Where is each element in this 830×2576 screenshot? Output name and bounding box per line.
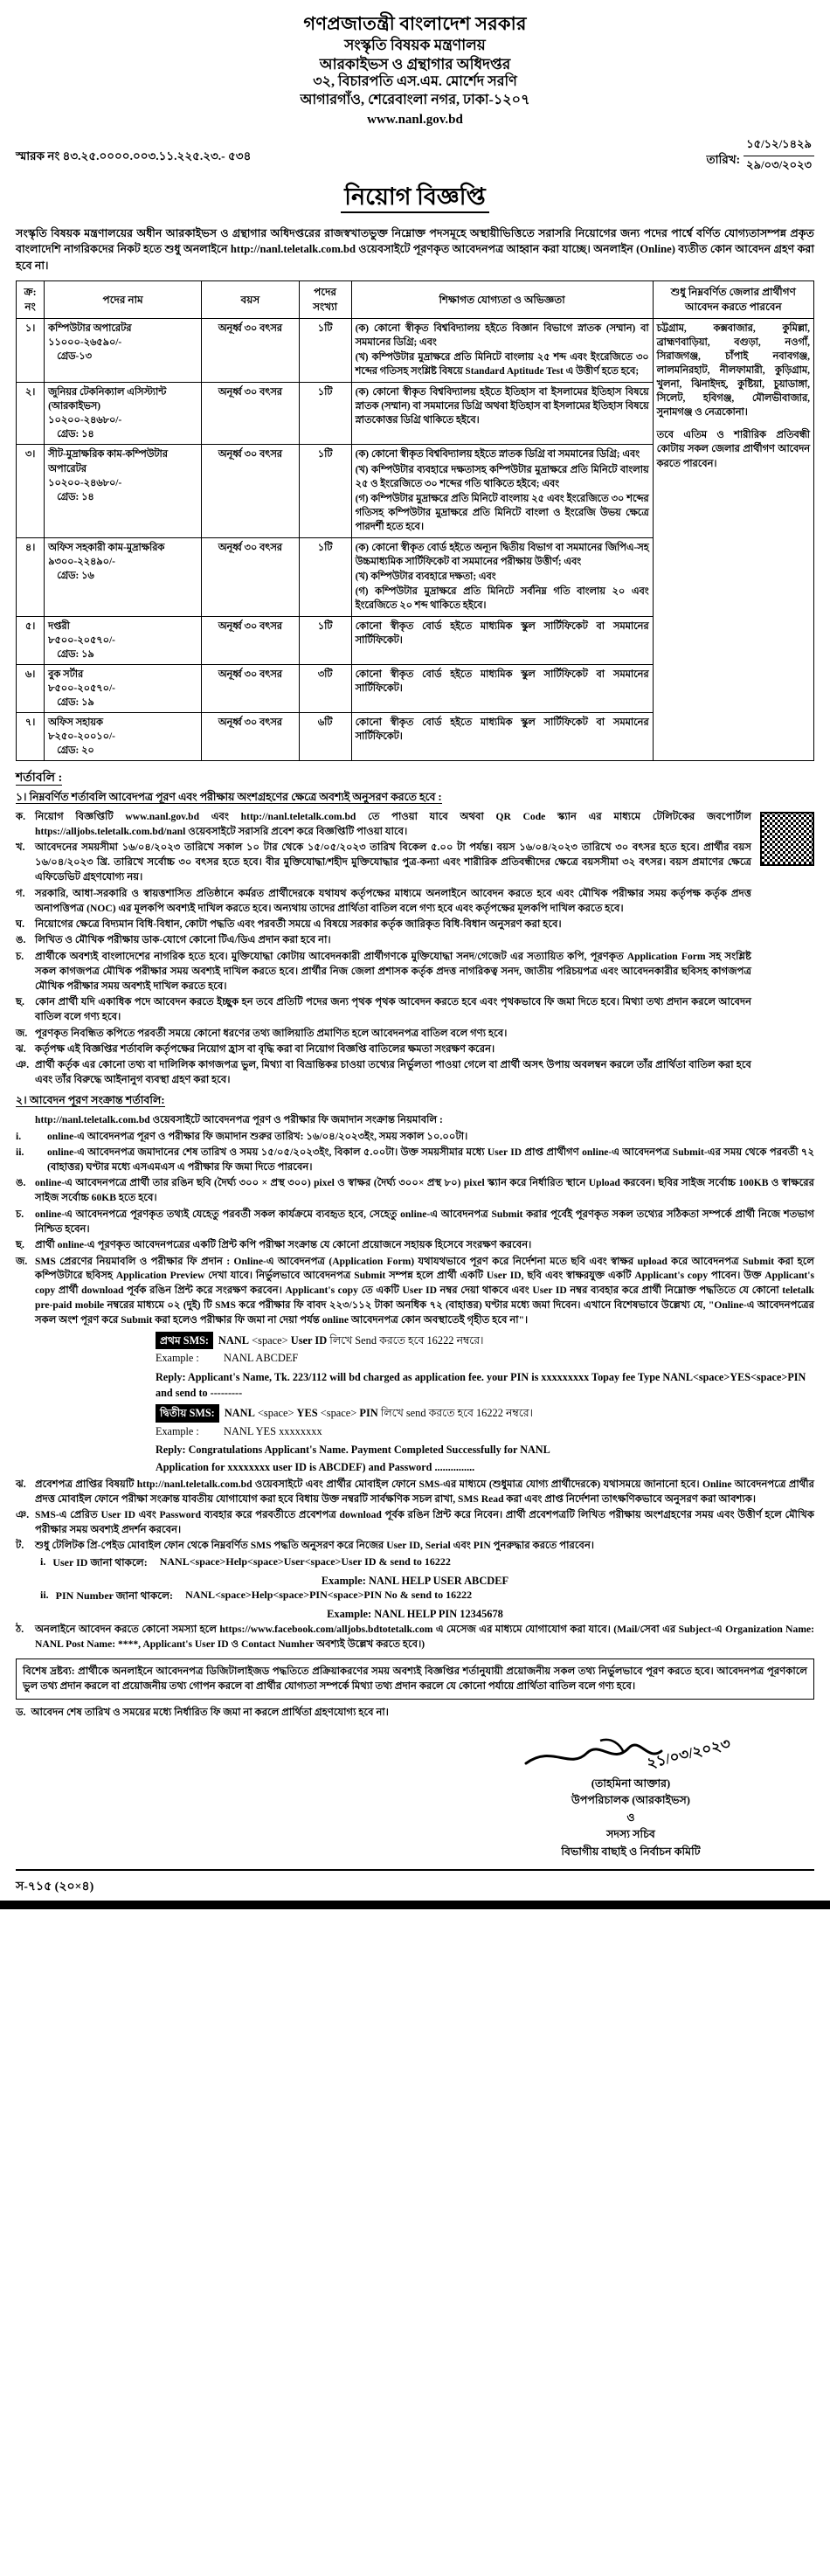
sms2-space-2: <space> xyxy=(320,1407,357,1420)
pay-scale: ৮৫০০-২০৫৭০/- xyxy=(48,682,115,694)
education-line: কোনো স্বীকৃত বোর্ড হইতে মাধ্যমিক স্কুল সার্টিফিকেট বা সমমানের সার্টিফিকেট। xyxy=(355,620,649,646)
cell-count: ১টি xyxy=(299,616,351,664)
education-line: (খ) কম্পিউটার ব্যবহারে দক্ষতাসহ কম্পিউটার মুদ্রাক্ষরে প্রতি মিনিটে বাংলায় ২৫ ও ইংরেজিতে ৩০ শব্দের গতি থাকিতে হইবে; এবং xyxy=(355,464,649,489)
section2-detail-item xyxy=(16,1255,814,1329)
signatory-designation-1: উপপরিচালক (আরকাইভস) xyxy=(571,1794,690,1807)
pay-scale: ১০২০০-২৪৬৮০/- xyxy=(48,477,122,488)
svg-text:২১/০৩/২০২৩: ২১/০৩/২০২৩ xyxy=(645,1735,732,1772)
sms2-example-line xyxy=(156,1423,814,1440)
condition-item xyxy=(16,810,814,840)
cell-count: ৬টি xyxy=(299,713,351,761)
conditions-section1-title xyxy=(16,790,814,807)
signatory-designation-2: সদস্য সচিব xyxy=(606,1828,655,1841)
sms-instruction-block-2 xyxy=(156,1404,814,1439)
recovery-command: NANL<space>Help<space>PIN<space>PIN No & send to 16222 xyxy=(180,1589,473,1602)
condition-item-marker: ঘ. xyxy=(16,918,25,931)
tail-item-marker: ট. xyxy=(16,1540,24,1552)
cell-post xyxy=(45,713,202,761)
tail-item xyxy=(16,1539,814,1554)
post-note-row xyxy=(16,1705,814,1721)
sms1-space-1: <space> xyxy=(252,1334,288,1347)
condition-item-marker: জ. xyxy=(16,1027,28,1039)
sms2-reply-line-2: Application for xxxxxxxx user ID is ABCDEF) and Password ............... xyxy=(156,1460,475,1473)
recovery-entry xyxy=(16,1555,814,1589)
condition-item xyxy=(16,995,814,1025)
section2-detail-item-text: online-এ আবেদনপত্রে প্রার্থী তার রঙিন ছবি (দৈর্ঘ্য ৩০০ × প্রস্থ ৩০০) pixel ও স্বাক্ষর (দৈর্ঘ্য ৩০০× প্রস্থ ৮০) pixel স্ক্যান করে নির্ধারিত স্থানে Upload করবেন। ছবির সাইজ সর্বোচ্চ 100KB ও স্বাক্ষরের সাইজ সর্বোচ্চ 60KB হতে হবে। xyxy=(35,1177,814,1204)
recovery-label: PIN Number জানা থাকলে: xyxy=(55,1589,174,1603)
section2-item-marker: i. xyxy=(16,1130,22,1142)
handwritten-signature xyxy=(447,1735,814,1776)
post-name: জুনিয়র টেকনিক্যাল এসিস্ট্যান্ট (আরকাইভস) xyxy=(48,387,167,412)
tail-item-text: প্রবেশপত্র প্রাপ্তির বিষয়টি http://nanl.teletalk.com.bd ওয়েবসাইটে এবং প্রার্থীর মোবাইল ফোনে SMS-এর মাধ্যমে (শুধুমাত্র যোগ্য প্রার্থীদেরকে) যথাসময়ে জানানো হবে। Online আবেদনপত্রে প্রার্থীর প্রদত্ত মোবাইল ফোনে পরীক্ষা সংক্রান্ত যাবতীয় যোগাযোগ করা হবে বিধায় উক্ত নম্বরটি সার্বক্ষণিক সচল রাখা, SMS Read করা এবং প্রাপ্ত নির্দেশনা তাৎক্ষণিকভাবে অনুসরণ করা আবশ্যক। xyxy=(35,1478,814,1505)
cell-serial: ৬। xyxy=(17,664,45,712)
cell-education xyxy=(351,664,653,712)
website-url: www.nanl.gov.bd xyxy=(367,113,463,128)
condition-item xyxy=(16,1027,814,1042)
footer-black-bar xyxy=(0,1901,830,1909)
section2-detail-item-text: প্রার্থী online-এ পূরণকৃত আবেদনপত্রের একটি প্রিন্ট কপি পরীক্ষা সংক্রান্ত যে কোনো প্রয়োজনে সহায়ক হিসেবে সংরক্ষণ করবেন। xyxy=(35,1239,532,1251)
pay-scale: ১১০০০-২৬৫৯০/- xyxy=(48,337,122,349)
post-name: অফিস সহায়ক xyxy=(48,717,103,729)
condition-item-text: প্রার্থী কর্তৃক এর কোনো তথ্য বা দালিলিক কাগজপত্র ভুল, মিথ্যা বা বিভ্রান্তিকর চাওয়া তথ্যের নির্ভুলতা পাওয়া গেলে বা প্রার্থী অসৎ উপায় অবলম্বন করলে তাঁর প্রার্থিতা বাতিল করা হবে এবং তাঁর বিরুদ্ধে আইনানুগ ব্যবস্থা গ্রহণ করা হবে। xyxy=(35,1059,751,1086)
sms2-line xyxy=(156,1404,814,1422)
recovery-marker: i. xyxy=(40,1555,46,1568)
education-line: (গ) কম্পিউটার মুদ্রাক্ষরে প্রতি মিনিটে সর্বনিম্ন গতি বাংলায় ২০ এবং ইংরেজিতে ২০ শব্দ থাকিতে হইবে। xyxy=(355,585,649,611)
tail-item-text: SMS-এ প্রেরিত User ID এবং Password ব্যবহার করে পরবর্তীতে প্রবেশপত্র download পূর্বক রঙিন প্রিন্ট করে নিবেন। প্রার্থী প্রবেশপত্রটি লিখিত পরীক্ষায় অংশগ্রহণের সময় এবং উত্তীর্ণ হলে মৌখিক পরীক্ষার সময় অবশ্যই প্রদর্শন করবেন। xyxy=(35,1509,814,1535)
tail-item xyxy=(16,1478,814,1507)
sms2-body xyxy=(225,1405,533,1422)
recovery-command-line xyxy=(40,1589,814,1606)
sms1-reply-text: Reply: Applicant's Name, Tk. 223/112 will bd charged as application fee. your PIN is xxxxxxxxx Topay fee Type NANL<space>YES<space>PIN and send to --------- xyxy=(156,1371,806,1399)
cell-serial: ৭। xyxy=(17,713,45,761)
cell-serial: ৪। xyxy=(17,537,45,616)
education-line: কোনো স্বীকৃত বোর্ড হইতে মাধ্যমিক স্কুল সার্টিফিকেট বা সমমানের সার্টিফিকেট। xyxy=(355,717,649,743)
cell-serial: ৫। xyxy=(17,616,45,664)
section2-item-marker: ii. xyxy=(16,1146,24,1159)
recovery-entry xyxy=(16,1589,814,1623)
sms1-example-line xyxy=(156,1350,814,1367)
col-count: পদের সংখ্যা xyxy=(299,281,351,319)
tail-item-marker: ঝ. xyxy=(16,1478,26,1490)
condition-item xyxy=(16,841,814,885)
condition-item xyxy=(16,1058,814,1088)
government-name: গণপ্রজাতন্ত্রী বাংলাদেশ সরকার xyxy=(303,13,527,34)
sms2-reply-line-1: Reply: Congratulations Applicant's Name. Payment Completed Successfully for NANL xyxy=(156,1444,550,1457)
sms2-keyword: NANL xyxy=(224,1407,255,1420)
condition-item-text: পূরণকৃত নিবন্ধিত কপিতে পরবর্তী সময়ে কোনো ধরণের তথ্য জালিয়াতি প্রমাণিত হলে আবেদনপত্র বাতিল বলে গণ্য হবে। xyxy=(35,1027,508,1039)
pay-grade: গ্রেড: ১৯ xyxy=(57,648,94,660)
condition-item-marker: গ. xyxy=(16,887,25,899)
tail-item xyxy=(16,1508,814,1538)
final-item-text: অনলাইনে আবেদন করতে কোনো সমস্যা হলে https://www.facebook.com/alljobs.bdtotetalk.com এ মেসেজ এর মাধ্যমে যোগাযোগ করা যাবে। (Mail/সেবা এর Subject-এ Organization Name: NANL Post Name: ****, Applicant's User ID ও Contact Numher অবশ্যই উল্লেখ করতে হবে।) xyxy=(35,1624,814,1650)
pay-grade: গ্রেড: ১৪ xyxy=(57,429,94,440)
recovery-example-value: NANL HELP PIN 12345678 xyxy=(374,1608,503,1621)
recovery-command: NANL<space>Help<space>User<space>User ID & send to 16222 xyxy=(154,1555,451,1568)
intro-paragraph: সংস্কৃতি বিষয়ক মন্ত্রণালয়ের অধীন আরকাইভস ও গ্রন্থাগার অধিদপ্তরের রাজস্বখাতভুক্ত নিম্নোক্ত পদসমূহে অস্থায়ীভিত্তিতে সরাসরি নিয়োগের জন্য পদের পার্শ্বে বর্ণিত যোগ্যতাসম্পন্ন প্রকৃত বাংলাদেশি নাগরিকদের নিকট হতে শুধু অনলাইনে http://nanl.teletalk.com.bd ওয়েবসাইটে পূরণকৃত আবেদনপত্র আহ্বান করা যাচ্ছে। অনলাইন (Online) ব্যতীত কোন আবেদন গ্রহণ করা হবে না। xyxy=(16,226,814,273)
post-name: সীট-মুদ্রাক্ষরিক কাম-কম্পিউটার অপারেটর xyxy=(48,449,169,474)
pay-scale: ১০২০০-২৪৬৮০/- xyxy=(48,415,122,426)
education-line: (ক) কোনো স্বীকৃত বিশ্ববিদ্যালয় হইতে বিজ্ঞান বিভাগে স্নাতক (সম্মান) বা সমমানের ডিগ্রি; এবং xyxy=(355,323,649,349)
address-line-1: ৩২, বিচারপতি এস.এম. মোর্শেদ সরণি xyxy=(313,74,517,90)
post-note-text: আবেদন শেষ তারিখ ও সময়ের মধ্যে নির্ধারিত ফি জমা না করলে প্রার্থিতা গ্রহণযোগ্য হবে না। xyxy=(31,1706,389,1718)
section2-item-text: online-এ আবেদনপত্র পূরণ ও পরীক্ষার ফি জমাদান শুরুর তারিখ: ১৬/০৪/২০২৩ইং, সময় সকাল ১০.০০টা। xyxy=(47,1130,468,1142)
section2-detail-item-marker: ঙ. xyxy=(16,1177,26,1189)
sms2-yes: YES xyxy=(296,1407,318,1420)
condition-item xyxy=(16,887,814,917)
section2-detail-item-text: online-এ আবেদনপত্রে পূরণকৃত তথ্যই যেহেতু পরবর্তী সকল কার্যক্রমে ব্যবহৃত হবে, সেহেতু online-এ আবেদনপত্র Submit করার পূর্বেই পূরণকৃত সকল তথ্যের সঠিকতা সম্পর্কে প্রার্থী নিজে শতভাগ নিশ্চিত হবেন। xyxy=(35,1208,814,1235)
cell-post xyxy=(45,319,202,383)
condition-item-marker: ঙ. xyxy=(16,934,26,946)
district-quota-note: তবে এতিম ও শারীরিক প্রতিবন্ধী কোটায় সকল জেলার প্রার্থীগণ আবেদন করতে পারবেন। xyxy=(656,430,810,469)
recovery-command-line xyxy=(40,1555,814,1573)
sms2-pin: PIN xyxy=(359,1407,378,1420)
sms1-suffix: লিখে Send করতে হবে 16222 নম্বরে। xyxy=(329,1334,484,1347)
pay-grade: গ্রেড: ১৯ xyxy=(57,696,94,708)
sms2-example-label: Example : xyxy=(156,1424,199,1437)
sms1-tag: প্রথম SMS: xyxy=(156,1332,213,1349)
section2-detail-item-text: SMS প্রেরণের নিয়মাবলি ও পরীক্ষার ফি প্রদান : Online-এ আবেদনপত্র (Application Form) যথাযথভাবে পূরণ করে নির্দেশনা মতে ছবি এবং স্বাক্ষর upload করে আবেদনপত্র Submit করা হলে কম্পিউটারে ছবিসহ Application Preview দেখা যাবে। নির্ভুলভাবে আবেদনপত্র Submit সম্পন্ন হলে প্রার্থী একটি User ID, ছবি এবং স্বাক্ষরযুক্ত একটি Applicant's copy পাবেন। উক্ত Applicant's copy প্রার্থী download পূর্বক রঙিন প্রিন্ট করে সংরক্ষণ করবেন। Applicant's copy তে একটি User ID নম্বর দেয়া থাকবে এবং User ID নম্বর ব্যবহার করে প্রার্থী নিম্নোক্ত পদ্ধতিতে যে কোনো teletalk pre-paid mobile নম্বরের মাধ্যমে ০২ (দুই) টি SMS করে পরীক্ষার ফি বাবদ ২২৩/১১২ টাকা অনধিক ৭২ (বাহাত্তর) ঘণ্টার মধ্যে জমা দিবেন। এখানে বিশেষভাবে উল্লেখ্য যে, "Online-এ আবেদনপত্রের সকল অংশ পূরণ করে Submit করা হলেও পরীক্ষার ফি জমা না দেয়া পর্যন্ত online আবেদনপত্র কোন অবস্থাতেই গৃহীত হবে না"। xyxy=(35,1255,814,1326)
conditions-section2-title xyxy=(16,1093,814,1111)
col-age: বয়স xyxy=(202,281,299,319)
cell-education xyxy=(351,713,653,761)
cell-serial: ১। xyxy=(17,319,45,383)
condition-item-text: কর্তৃপক্ষ এই বিজ্ঞপ্তির শর্তাবলি কর্তৃপক্ষের নিয়োগ হ্রাস বা বৃদ্ধি করা বা নিয়োগ বিজ্ঞপ্তি বাতিলের ক্ষমতা সংরক্ষণ করেন। xyxy=(35,1042,495,1055)
cell-age: অনূর্ধ্ব ৩০ বৎসর xyxy=(202,383,299,445)
section2-list xyxy=(16,1130,814,1175)
cell-count: ১টি xyxy=(299,383,351,445)
recovery-example-line xyxy=(16,1573,814,1589)
date-gregorian: ২৯/০৩/২০২৩ xyxy=(746,157,812,171)
condition-item-text: লিখিত ও মৌখিক পরীক্ষায় ডাক-যোগে কোনো টিএ/ডিএ প্রদান করা হবে না। xyxy=(35,934,331,946)
cell-serial: ২। xyxy=(17,383,45,445)
condition-item-marker: ক. xyxy=(16,811,26,823)
conditions-heading-text: শর্তাবলি : xyxy=(16,772,63,786)
condition-item-text: সরকারি, আধা-সরকারি ও স্বায়ত্তশাসিত প্রতিষ্ঠানে কর্মরত প্রার্থীদেরকে যথাযথ কর্তৃপক্ষের মাধ্যমে অনলাইনে আবেদন করতে হবে এবং মৌখিক পরীক্ষার সময় কর্তৃপক্ষ কর্তৃক প্রদত্ত অনাপত্তিপত্র (NOC) এর মূলকপি অবশ্যই দাখিল করতে হবে। অন্যথায় তাদের প্রার্থিতা বাতিল বলে গণ্য হবে এবং কর্তৃপক্ষের মূলকপি দাখিল করতে হবে। xyxy=(35,887,751,914)
final-conditions-list xyxy=(16,1623,814,1652)
col-post: পদের নাম xyxy=(45,281,202,319)
page-title-text: নিয়োগ বিজ্ঞপ্তি xyxy=(341,184,488,213)
cell-count: ১টি xyxy=(299,445,351,537)
cell-post xyxy=(45,383,202,445)
condition-item-text: নিয়োগের ক্ষেত্রে বিদ্যমান বিধি-বিধান, কোটা পদ্ধতি এবং পরবর্তী সময়ে এ বিষয়ে সরকার কর্তৃক জারিকৃত বিধি-বিধান অনুসরণ করা হবে। xyxy=(35,918,562,931)
document-header xyxy=(16,12,814,129)
section2-detail-item xyxy=(16,1176,814,1206)
conditions-section2-title-text: ২। আবেদন পূরণ সংক্রান্ত শর্তাবলি: xyxy=(16,1094,165,1107)
education-line: (খ) কম্পিউটার মুদ্রাক্ষরে প্রতি মিনিটে বাংলায় ২৫ শব্দ এবং ইংরেজিতে ৩০ শব্দের গতিসহ সংশ্লিষ্ট বিষয়ে Standard Aptitude Test এ উত্তীর্ণ হতে হবে; xyxy=(355,352,649,377)
signatory-name: (তাহমিনা আক্তার) xyxy=(591,1776,671,1790)
conditions-section1-title-text: ১। নিম্নবর্ণিত শর্তাবলি আবেদপত্র পূরণ এবং পরীক্ষায় অংশগ্রহণের ক্ষেত্রে অবশ্যই অনুসরণ করতে হবে : xyxy=(16,791,442,804)
condition-item-marker: খ. xyxy=(16,841,25,854)
conditions-list xyxy=(16,810,814,1088)
pay-grade: গ্রেড: ২০ xyxy=(57,745,94,757)
section2-detail-item xyxy=(16,1208,814,1237)
section2-item xyxy=(16,1146,814,1175)
signatory-designation-3: বিভাগীয় বাছাই ও নির্বাচন কমিটি xyxy=(561,1845,701,1858)
recovery-marker: ii. xyxy=(40,1589,49,1602)
pay-grade: গ্রেড-১৩ xyxy=(57,351,92,363)
department-name: আরকাইভস ও গ্রন্থাগার অধিদপ্তর xyxy=(319,55,511,73)
condition-item-marker: ঝ. xyxy=(16,1042,26,1055)
cell-age: অনূর্ধ্ব ৩০ বৎসর xyxy=(202,616,299,664)
section2-more-list xyxy=(16,1176,814,1328)
condition-item-text: আবেদনের সময়সীমা ১৬/০৪/২০২৩ তারিখে সকাল ১০ টার থেকে ১৫/০৫/২০২৩ তারিখ বিকেল ৫.০০ টা পর্যন্ত। বয়স ১৬/০৪/২০২৩ তারিখে ৩০ বৎসর হতে হবে। প্রার্থীর বয়স ১৬/০৪/২০২৩ খ্রি. তারিখে সর্বোচ্চ ৩০ বৎসর হতে হবে। বীর মুক্তিযোদ্ধা/শহীদ মুক্তিযোদ্ধার পুত্র-কন্যা এবং শারীরিক প্রতিবন্ধীদের ক্ষেত্রে বয়সসীমা ৩২ বৎসর। বয়স প্রমাণের ক্ষেত্রে এফিডেভিট গ্রহণযোগ্য নয়। xyxy=(35,841,751,883)
cell-count: ১টি xyxy=(299,319,351,383)
education-line: (গ) কম্পিউটার মুদ্রাক্ষরে প্রতি মিনিটে বাংলায় ২৫ এবং ইংরেজিতে ৩০ শব্দের গতিসহ কম্পিউটার মুদ্রাক্ষরে প্রতি মিনিটে বাংলা ও ইংরেজি উভয় ক্ষেত্রে পারদর্শী হতে হবে। xyxy=(355,493,649,532)
condition-item-text: প্রার্থীকে অবশ্যই বাংলাদেশের নাগরিক হতে হবে। মুক্তিযোদ্ধা কোটায় আবেদনকারী প্রার্থীগণকে মুক্তিযোদ্ধা সনদ/গেজেট এর সত্যায়িত কপি, পূরণকৃত Application Form সহ সংশ্লিষ্ট সকল কাগজপত্র মৌখিক পরীক্ষার সময় অবশ্যই দাখিল করতে হবে। প্রার্থীর নিজ জেলা প্রশাসক কর্তৃক প্রদত্ত নাগরিকত্ব সনদ, জাতীয় পরিচয়পত্র এবং আবেদনকারীর ছবিসহ কাগজপত্র মৌখিক পরীক্ষার সময় অবশ্যই দাখিল করতে হবে। xyxy=(35,950,751,992)
condition-item-marker: ঞ. xyxy=(16,1059,30,1071)
cell-age: অনূর্ধ্ব ৩০ বৎসর xyxy=(202,537,299,616)
sms1-param: User ID xyxy=(290,1334,328,1347)
recovery-label: User ID জানা থাকলে: xyxy=(52,1555,148,1568)
cell-education xyxy=(351,319,653,383)
section2-detail-item-marker: চ. xyxy=(16,1208,24,1220)
post-name: বুক সর্টার xyxy=(48,668,84,680)
education-line: (ক) কোনো স্বীকৃত বিশ্ববিদ্যালয় হইতে ইতিহাস বা ইসলামের ইতিহাস বিষয়ে স্নাতক (সম্মান) বা সমমানের ডিগ্রি অথবা ইতিহাস বা ইসলামের ইতিহাস বিষয়ে স্নাতকোত্তর ডিগ্রি থাকিতে হইবে। xyxy=(355,387,649,426)
col-serial: ক্র: নং xyxy=(17,281,45,319)
sms1-keyword: NANL xyxy=(218,1334,250,1347)
cell-post xyxy=(45,616,202,664)
recovery-example-line xyxy=(16,1606,814,1623)
cell-post xyxy=(45,445,202,537)
sms1-example-value: NANL ABCDEF xyxy=(224,1352,299,1365)
pay-grade: গ্রেড: ১৪ xyxy=(57,491,94,502)
final-item-marker: ঠ. xyxy=(16,1624,24,1635)
qr-code-icon xyxy=(760,812,814,866)
footer-print-code: স-৭১৫ (২০×৪) xyxy=(16,1880,94,1894)
post-name: অফিস সহকারী কাম-মুদ্রাক্ষরিক xyxy=(48,542,165,553)
qr-row xyxy=(16,810,814,1088)
cell-age: অনূর্ধ্ব ৩০ বৎসর xyxy=(202,445,299,537)
memo-number: স্মারক নং ৪৩.২৫.০০০০.০০৩.১১.২২৫.২৩.- ৫৩৪ xyxy=(16,149,252,163)
vacancy-table-body xyxy=(17,319,814,761)
education-line: (খ) কম্পিউটার ব্যবহারে দক্ষতা; এবং xyxy=(355,571,496,582)
ministry-name: সংস্কৃতি বিষয়ক মন্ত্রণালয় xyxy=(344,36,486,53)
cell-post xyxy=(45,664,202,712)
memo-date xyxy=(706,136,814,176)
recovery-example-label: Example: xyxy=(327,1608,375,1621)
final-item xyxy=(16,1623,814,1652)
sms2-space-1: <space> xyxy=(257,1407,294,1420)
sms1-line xyxy=(156,1332,814,1349)
pay-scale: ৯৩০০-২২৪৯০/- xyxy=(48,556,115,567)
table-header-row xyxy=(17,281,814,319)
page-title xyxy=(16,179,814,218)
post-name: দপ্তরী xyxy=(48,620,70,632)
condition-item xyxy=(16,950,814,994)
education-line: (ক) কোনো স্বীকৃত বিশ্ববিদ্যালয় হইতে স্নাতক ডিগ্রি বা সমমানের ডিগ্রি; এবং xyxy=(355,449,640,460)
district-list: চট্টগ্রাম, কক্সবাজার, কুমিল্লা, ব্রাহ্মণবাড়িয়া, বগুড়া, নওগাঁ, সিরাজগঞ্জ, চাঁপাই নবাবগঞ্জ, লালমনিরহাট, নীলফামারী, কুড়িগ্রাম, খুলনা, ঝিনাইদহ, কুষ্টিয়া, চুয়াডাঙ্গা, সিলেট, হবিগঞ্জ, মৌলভীবাজার, সুনামগঞ্জ ও নেত্রকোনা। xyxy=(656,323,810,419)
cell-education xyxy=(351,383,653,445)
pay-grade: গ্রেড: ১৬ xyxy=(57,570,94,581)
vacancy-table xyxy=(16,280,814,761)
address-line-2: আগারগাঁও, শেরেবাংলা নগর, ঢাকা-১২০৭ xyxy=(300,92,530,107)
date-label: তারিখ: xyxy=(706,152,741,166)
section2-detail-item-marker: জ. xyxy=(16,1255,28,1267)
section2-detail-item-marker: ছ. xyxy=(16,1239,24,1251)
cell-post xyxy=(45,537,202,616)
sms2-tag: দ্বিতীয় SMS: xyxy=(156,1404,219,1422)
post-note-marker: ড. xyxy=(16,1706,26,1718)
cell-serial: ৩। xyxy=(17,445,45,537)
cell-age: অনূর্ধ্ব ৩০ বৎসর xyxy=(202,319,299,383)
tail-item-text: শুধু টেলিটক প্রি-পেইড মোবাইল ফোন থেকে নিম্নবর্ণিত SMS পদ্ধতি অনুসরণ করে নিজের User ID, Serial এবং PIN পুনরুদ্ধার করতে পারবেন। xyxy=(35,1540,595,1552)
memo-row xyxy=(16,136,814,176)
sms2-example-value: NANL YES xxxxxxxx xyxy=(224,1424,322,1437)
conditions-heading xyxy=(16,767,814,788)
condition-item xyxy=(16,1042,814,1057)
sms1-body xyxy=(218,1333,484,1349)
cell-age: অনূর্ধ্ব ৩০ বৎসর xyxy=(202,713,299,761)
recovery-example-value: NANL HELP USER ABCDEF xyxy=(368,1574,509,1587)
section2-intro-text: http://nanl.teletalk.com.bd ওয়েবসাইটে আবেদনপত্র পূরণ ও পরীক্ষার ফি জমাদান সংক্রান্ত নিয়মাবলি : xyxy=(35,1114,443,1126)
special-note-box: বিশেষ দ্রষ্টব্য: প্রার্থীকে অনলাইনে আবেদনপত্র ডিজিটালাইজড পদ্ধতিতে প্রক্রিয়াকরণের সময় অবশ্যই বিজ্ঞপ্তির শর্তানুযায়ী প্রয়োজনীয় সকল তথ্য নির্ভুলভাবে পূরণ করতে হবে। আবেদনপত্র পূরণকালে ভুল তথ্য প্রদান করলে বা প্রয়োজনীয় তথ্য গোপন করলে বা প্রার্থীর যোগ্যতা সম্পর্কে মিথ্যা তথ্য প্রদান করলে যে কোনো পর্যায়ে প্রার্থিতা বাতিল বলে গণ্য হবে। xyxy=(16,1658,814,1700)
sms1-example-label: Example : xyxy=(156,1352,199,1365)
id-recovery-list xyxy=(16,1555,814,1623)
signature-block xyxy=(447,1735,814,1861)
condition-item-marker: ছ. xyxy=(16,996,24,1008)
cell-districts xyxy=(653,319,813,761)
recovery-example-label: Example: xyxy=(321,1574,369,1587)
post-name: কম্পিউটার অপারেটর xyxy=(48,323,132,335)
education-line: কোনো স্বীকৃত বোর্ড হইতে মাধ্যমিক স্কুল সার্টিফিকেট বা সমমানের সার্টিফিকেট। xyxy=(355,668,649,694)
date-bengali: ১৫/১২/১৪২৯ xyxy=(744,136,814,156)
section2-intro xyxy=(16,1113,814,1128)
sms2-suffix: লিখে send করতে হবে 16222 নম্বরে। xyxy=(380,1407,533,1420)
condition-item xyxy=(16,918,814,932)
condition-item-text: কোন প্রার্থী যদি একাধিক পদে আবেদন করতে ইচ্ছুক হন তবে প্রতিটি পদের জন্য পৃথক পৃথক আবেদন করতে হবে এবং পৃথকভাবে ফি জমা দিতে হবে। মিথ্যা তথ্য প্রদান করলে আবেদন বাতিল বলে গণ্য হবে। xyxy=(35,996,751,1023)
sms-instruction-block-1 xyxy=(156,1332,814,1367)
section2-item xyxy=(16,1130,814,1145)
condition-item-marker: চ. xyxy=(16,950,24,962)
tail-conditions-list xyxy=(16,1478,814,1555)
cell-age: অনূর্ধ্ব ৩০ বৎসর xyxy=(202,664,299,712)
cell-education xyxy=(351,445,653,537)
table-row xyxy=(17,319,814,383)
section2-item-text: online-এ আবেদনপত্র জমাদানের শেষ তারিখ ও সময় ১৫/০৫/২০২৩ইং, বিকাল ৫.০০টা। উক্ত সময়সীমার মধ্যে User ID প্রাপ্ত প্রার্থীগণ online-এ আবেদনপত্র Submit-এর সময় থেকে পরবর্তী ৭২ (বাহাত্তর) ঘণ্টার মধ্যে এসএমএস এ পরীক্ষার ফি জমা দিতে পারবেন। xyxy=(47,1146,814,1173)
cell-education xyxy=(351,616,653,664)
cell-count: ১টি xyxy=(299,537,351,616)
section2-detail-item xyxy=(16,1238,814,1253)
col-districts: শুধু নিম্নবর্ণিত জেলার প্রার্থীগণ আবেদন করতে পারবেন xyxy=(653,281,813,319)
cell-education xyxy=(351,537,653,616)
tail-item-marker: ঞ. xyxy=(16,1509,30,1521)
col-education: শিক্ষাগত যোগ্যতা ও অভিজ্ঞতা xyxy=(351,281,653,319)
pay-scale: ৮৫০০-২০৫৭০/- xyxy=(48,634,115,646)
cell-count: ৩টি xyxy=(299,664,351,712)
signatory-and: ও xyxy=(626,1811,635,1824)
pay-scale: ৮২৫০-২০০১০/- xyxy=(48,731,115,743)
education-line: (ক) কোনো স্বীকৃত বোর্ড হইতে অন্যূন দ্বিতীয় বিভাগ বা সমমানের জিপিএ-সহ উচ্চমাধ্যমিক সার্টিফিকেট বা সমমানের পরীক্ষায় উত্তীর্ণ; এবং xyxy=(355,542,649,567)
condition-item-text: নিয়োগ বিজ্ঞপ্তিটি www.nanl.gov.bd এবং http://nanl.teletalk.com.bd তে পাওয়া যাবে অথবা QR Code স্ক্যান এর মাধ্যমে টেলিটকের জবপোর্টাল https://alljobs.teletalk.com.bd/nanl ওয়েবসাইটে সরাসরি প্রবেশ করে বিজ্ঞপ্তিটি পাওয়া যাবে। xyxy=(35,811,751,838)
condition-item xyxy=(16,933,814,948)
